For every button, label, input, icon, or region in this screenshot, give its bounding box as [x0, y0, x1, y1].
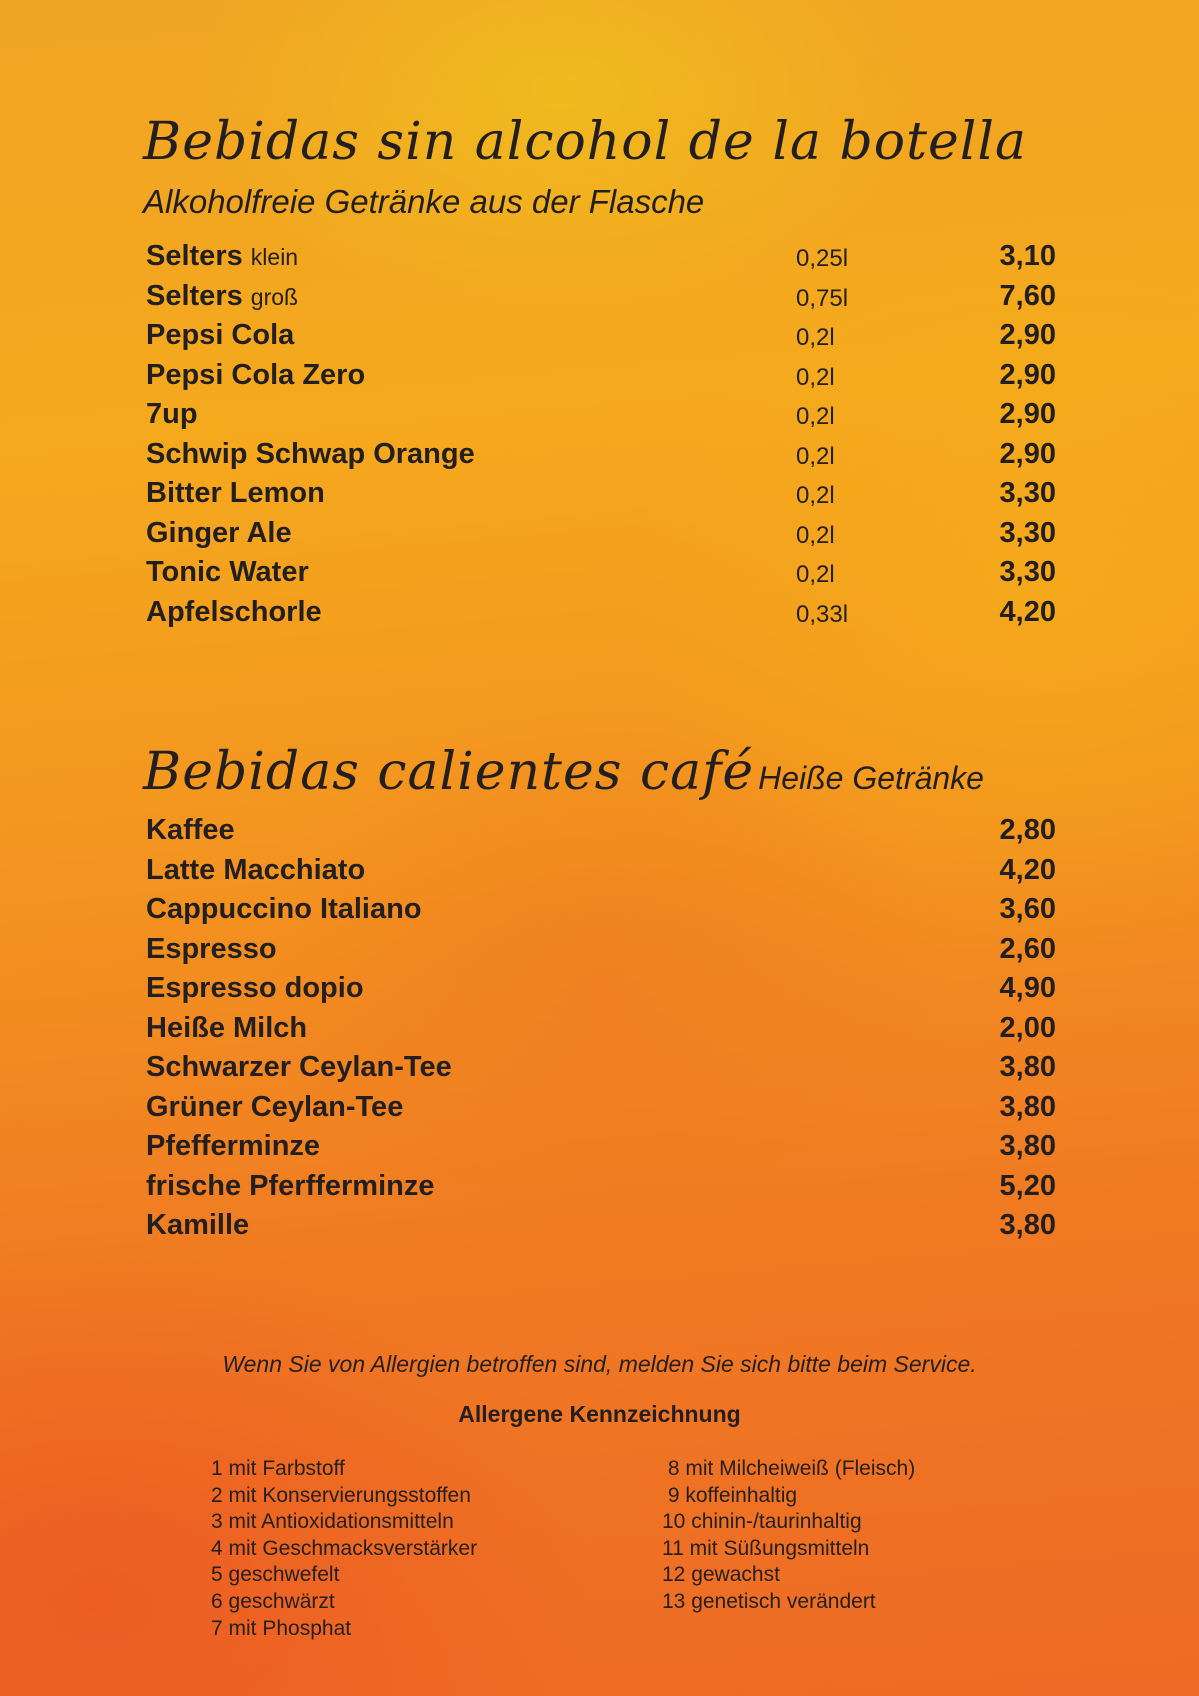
- allergen-list-left: [211, 1456, 477, 1642]
- menu-row: [146, 596, 1056, 636]
- item-name: [146, 556, 309, 589]
- item-price: 3,80: [999, 1209, 1056, 1241]
- item-name-text: 7up: [146, 398, 198, 430]
- menu-row: [146, 556, 1056, 596]
- allergen-item: 5 geschwefelt: [211, 1563, 340, 1587]
- allergen-item: 11 mit Süßungsmitteln: [662, 1536, 870, 1560]
- item-name: Cappuccino Italiano: [146, 893, 422, 925]
- menu-row: [146, 280, 1056, 320]
- item-price: 7,60: [999, 279, 1056, 312]
- item-name-text: Apfelschorle: [146, 595, 322, 628]
- allergen-item: 1 mit Farbstoff: [211, 1457, 345, 1480]
- item-price: 2,90: [999, 358, 1056, 391]
- allergen-item: 4 mit Geschmacksverstärker: [211, 1536, 478, 1560]
- allergen-item: 9 koffeinhaltig: [662, 1483, 798, 1507]
- menu-row: [146, 1170, 1056, 1210]
- item-size-qualifier: groß: [250, 283, 299, 310]
- menu-row: [146, 319, 1056, 359]
- hot-drinks-title-text: Bebidas calientes café: [143, 742, 755, 802]
- item-price: 3,30: [999, 556, 1056, 588]
- menu-row: [146, 517, 1056, 557]
- menu-row: [146, 240, 1056, 280]
- item-name-text: Ginger Ale: [146, 516, 292, 549]
- menu-row: [146, 359, 1056, 399]
- item-price: 3,10: [999, 240, 1056, 272]
- menu-row: [146, 1130, 1056, 1170]
- item-name-text: Pepsi Cola: [146, 319, 295, 351]
- allergy-notice: Wenn Sie von Allergien betroffen sind, melden Sie sich bitte beim Service.: [222, 1351, 977, 1377]
- cold-drinks-list: [146, 240, 1056, 635]
- item-price: 3,30: [999, 477, 1056, 509]
- allergen-item: 6 geschwärzt: [211, 1589, 335, 1613]
- menu-row: [146, 1209, 1056, 1249]
- item-volume: 0,2l: [796, 363, 835, 391]
- item-price: 2,90: [999, 437, 1056, 470]
- item-price: 4,90: [999, 972, 1056, 1004]
- item-volume: 0,2l: [796, 482, 835, 509]
- allergen-list-right: [662, 1456, 915, 1616]
- allergen-item: 2 mit Konservierungsstoffen: [211, 1483, 471, 1507]
- allergen-title: Allergene Kennzeichnung: [458, 1401, 741, 1427]
- item-name: frische Pferfferminze: [146, 1169, 435, 1202]
- item-volume: 0,75l: [796, 284, 849, 312]
- item-name-text: Selters: [146, 240, 243, 272]
- item-name: [146, 398, 198, 431]
- menu-row: [146, 854, 1056, 894]
- item-volume: 0,2l: [796, 521, 835, 549]
- item-price: 2,80: [999, 814, 1056, 846]
- menu-row: [146, 933, 1056, 973]
- item-volume: 0,2l: [796, 442, 835, 470]
- menu-row: [146, 972, 1056, 1012]
- item-name-text: Pepsi Cola Zero: [146, 358, 366, 391]
- menu-row: [146, 398, 1056, 438]
- menu-row: [146, 1012, 1056, 1052]
- allergen-item: 7 mit Phosphat: [211, 1616, 352, 1640]
- hot-drinks-list: [146, 814, 1056, 1249]
- item-volume: 0,25l: [796, 245, 849, 272]
- item-name: Espresso: [146, 932, 277, 965]
- item-price: 5,20: [999, 1169, 1056, 1202]
- allergen-item: 12 gewachst: [662, 1563, 780, 1587]
- item-name: [146, 438, 475, 471]
- item-name: [146, 517, 292, 550]
- item-name: Latte Macchiato: [146, 853, 366, 886]
- item-name: [146, 477, 325, 510]
- item-name-text: Bitter Lemon: [146, 477, 325, 509]
- item-price: 4,20: [999, 595, 1056, 628]
- menu-row: [146, 1091, 1056, 1131]
- item-name: [146, 240, 298, 273]
- item-price: 3,80: [999, 1090, 1056, 1123]
- item-size-qualifier: klein: [250, 244, 299, 270]
- item-price: 2,90: [999, 319, 1056, 351]
- item-name: [146, 596, 322, 629]
- item-name: Espresso dopio: [146, 972, 364, 1004]
- allergen-item: 13 genetisch verändert: [662, 1589, 876, 1613]
- item-name-text: Tonic Water: [146, 556, 309, 588]
- item-price: 3,60: [999, 893, 1056, 925]
- item-price: 3,80: [999, 1130, 1056, 1162]
- item-volume: 0,33l: [796, 600, 849, 628]
- allergen-item: 10 chinin-/taurinhaltig: [662, 1510, 862, 1534]
- item-name: Grüner Ceylan-Tee: [146, 1090, 404, 1123]
- item-name-text: Schwip Schwap Orange: [146, 437, 475, 470]
- item-name: [146, 359, 365, 392]
- hot-drinks-title: [143, 742, 984, 802]
- item-price: 4,20: [999, 853, 1056, 886]
- menu-row: [146, 477, 1056, 517]
- allergen-item: 3 mit Antioxidationsmitteln: [211, 1510, 454, 1534]
- menu-row: [146, 438, 1056, 478]
- item-price: 2,90: [999, 398, 1056, 430]
- item-name: Kamille: [146, 1209, 250, 1241]
- item-volume: 0,2l: [796, 561, 835, 588]
- item-name-text: Selters: [146, 279, 243, 312]
- cold-drinks-subtitle: Alkoholfreie Getränke aus der Flasche: [143, 183, 705, 220]
- item-name: Heiße Milch: [146, 1011, 308, 1044]
- hot-drinks-subtitle: Heiße Getränke: [758, 760, 984, 796]
- item-price: 3,80: [999, 1051, 1056, 1083]
- item-name: [146, 280, 298, 313]
- menu-row: [146, 814, 1056, 854]
- item-price: 3,30: [999, 516, 1056, 549]
- menu-row: [146, 893, 1056, 933]
- item-name: Schwarzer Ceylan-Tee: [146, 1051, 452, 1083]
- allergen-item: 8 mit Milcheiweiß (Fleisch): [662, 1457, 916, 1480]
- cold-drinks-title: Bebidas sin alcohol de la botella: [143, 112, 1028, 172]
- item-name: Kaffee: [146, 814, 235, 846]
- item-name: [146, 319, 294, 352]
- item-price: 2,60: [999, 932, 1056, 965]
- item-volume: 0,2l: [796, 324, 835, 351]
- item-price: 2,00: [999, 1011, 1056, 1044]
- item-name: Pfefferminze: [146, 1130, 321, 1162]
- item-volume: 0,2l: [796, 403, 835, 430]
- menu-row: [146, 1051, 1056, 1091]
